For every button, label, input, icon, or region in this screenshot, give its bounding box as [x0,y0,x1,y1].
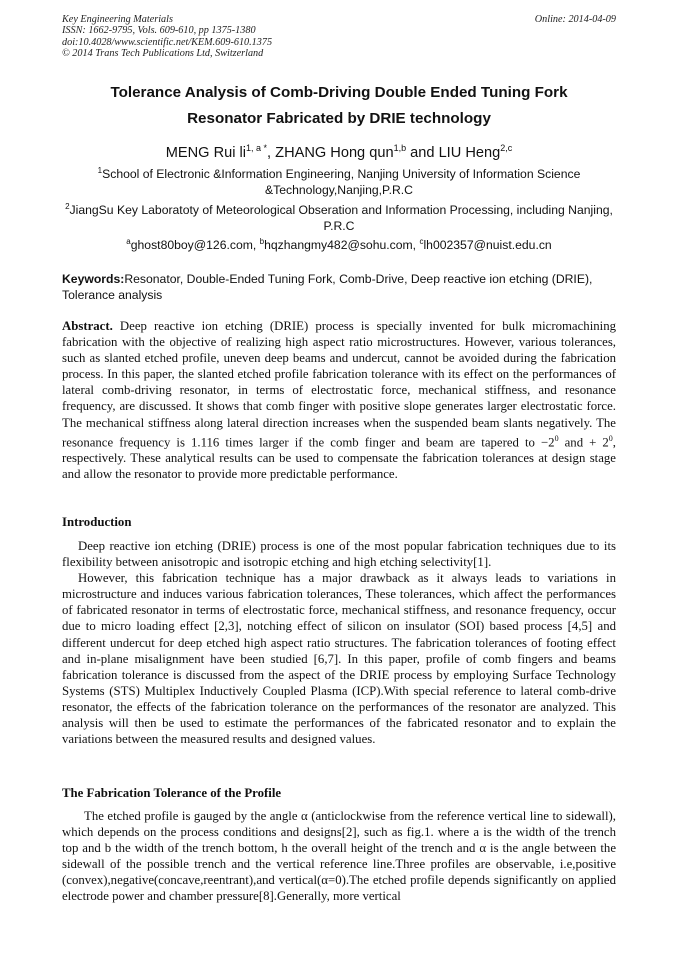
keywords-label: Keywords: [62,272,125,286]
copyright-line: © 2014 Trans Tech Publications Ltd, Switzerland [62,48,264,60]
affiliation-2 [62,199,616,234]
paper-title [62,80,616,132]
author-1: MENG Rui li [165,144,247,161]
email-c-mark: c [419,237,424,246]
fabrication-paragraph-1: The etched profile is gauged by the angle α (anticlockwise from the reference vertical line to sidewall), which depends on the process conditions and designs[2], such as fig.1. where a is the width of the trench top and b the width of the trench bottom, h the overall height of the trench and α is the angle between the sidewall of the possible trench and the vertical reference line.Three profiles are observable, i.e,positive (convex),negative(concave,reentrant),and vertical(α=0).The etched profile depends significantly on applied electrode power and chamber pressure[8].Generally, more vertical [62,809,616,904]
email-list [62,234,616,253]
abstract-text-3: , respectively. These analytical results can be used to compensate the fabrication tolerances at design stage and allow the resonator to provide more predictable performance. [62,434,616,482]
doi-line: doi:10.4028/www.scientific.net/KEM.609-610.1375 [62,36,273,48]
affiliation-1-mark: 1 [97,166,103,175]
title-line-1: Tolerance Analysis of Comb-Driving Double Ended Tuning Fork [110,84,568,101]
title-line-2: Resonator Fabricated by DRIE technology [187,110,491,127]
introduction-body [62,538,616,747]
author-1-affiliation: 1, a * [246,143,268,153]
keywords [62,271,616,303]
fabrication-heading: The Fabrication Tolerance of the Profile [62,786,282,800]
email-a[interactable]: ghost80boy@126.com, [130,238,260,253]
abstract-text-1: Deep reactive ion etching (DRIE) process is specially invented for bulk micromachining fabrication with the objective of realizing high aspect ratio microstructures. However, various tolerances, such as slanted etched profile, uneven deep beams and undercut, cannot be avoided during the fabrication process. In this paper, the slanted etched profile fabrication tolerance with its effect on the performances of lateral comb-driving resonator, in terms of electrostatic force, mechanical stiffness, and resonance frequency, are discussed. It shows that comb finger with positive slope generates larger electrostatic force. The mechanical stiffness along lateral direction increases when the suspended beam slants negatively. The resonance frequency is 1.116 times larger if the comb finger and beam are tapered to −2 [62,319,616,449]
keywords-text: Resonator, Double-Ended Tuning Fork, Comb-Drive, Deep reactive ion etching (DRIE), Tolerance analysis [62,272,593,302]
abstract-text-2: and + 2 [558,434,609,449]
author-list [62,139,616,162]
fabrication-body [62,808,616,905]
online-date: Online: 2014-04-09 [534,14,616,25]
abstract [62,318,616,482]
author-3-affiliation: 2,c [500,143,513,153]
email-b[interactable]: hqzhangmy482@sohu.com, [264,238,420,253]
affiliation-2-mark: 2 [65,202,70,211]
abstract-label: Abstract. [62,319,113,333]
journal-header [62,14,616,60]
affiliation-2-text: JiangSu Key Laboratoty of Meteorological Obseration and Information Processing, including Nanjing, P.R.C [69,203,613,234]
author-3: and LIU Heng [406,144,501,161]
author-2-affiliation: 1,b [393,143,407,153]
email-a-mark: a [126,237,131,246]
affiliation-1 [62,163,616,198]
affiliation-1-text: School of Electronic &Information Engineering, Nanjing University of Information Science &Technology,Nanjing,P.R.C [102,167,581,198]
introduction-heading: Introduction [62,515,132,529]
issn-line: ISSN: 1662-9795, Vols. 609-610, pp 1375-1380 [62,25,256,37]
email-b-mark: b [259,237,265,246]
abstract-sup-2: 0 [608,433,613,443]
introduction-paragraph-2: However, this fabrication technique has a major drawback as it always leads to variations in microstructure and induces various fabrication tolerances, These tolerances, which affect the performances of fabricated resonator in terms of electrostatic force, mechanical stiffness, and resonance frequency, occur due to micro loading effect [2,3], notching effect of silicon on insulator (SOI) based process [4,5] and different undercut for deep etched high aspect ratio structures. The fabrication tolerances of footing effect and in-plane misalignment have been studied [6,7]. In this paper, profile of comb fingers and beams fabrication tolerance is discussed from the aspect of the DRIE process by employing Surface Technology Systems (STS) Multiplex Inductively Coupled Plasma (ICP).With special reference to lateral comb-drive resonator, the effects of the fabrication tolerance on the performances of the resonator are analyzed. This analysis will then be used to estimate the performances of the fabricated resonator and to explain the variations between the measured results and designed values. [62,571,616,747]
email-c[interactable]: lh002357@nuist.edu.cn [423,238,552,253]
author-2: , ZHANG Hong qun [267,144,394,161]
journal-name: Key Engineering Materials [62,14,173,25]
abstract-sup-1: 0 [554,433,559,443]
introduction-paragraph-1: Deep reactive ion etching (DRIE) process is one of the most popular fabrication techniques due to its flexibility between anisotropic and isotropic etching and high etching selectivity[1]. [62,539,616,570]
